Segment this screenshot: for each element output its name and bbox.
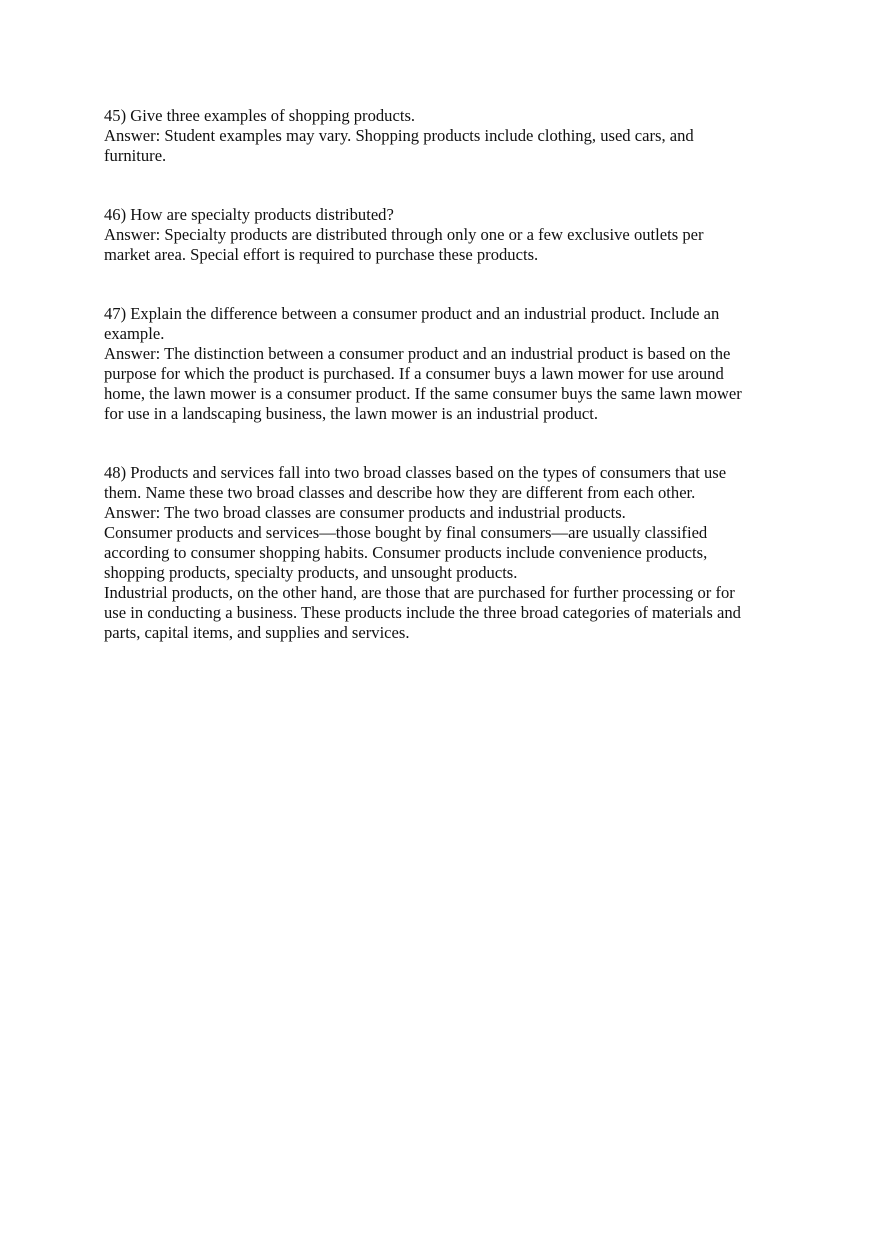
document-content [104,106,784,643]
question-45-answer-line: furniture. [104,146,167,165]
question-48-prompt: them. Name these two broad classes and describe how they are different from each other. [104,483,696,502]
question-48-answer-line: Consumer products and services—those bought by final consumers—are usually classified [104,523,708,542]
question-48-answer-line: parts, capital items, and supplies and services. [104,623,410,642]
question-45-answer-line: Answer: Student examples may vary. Shopping products include clothing, used cars, and [104,126,694,145]
question-47-prompt: example. [104,324,165,343]
question-48-prompt: 48) Products and services fall into two broad classes based on the types of consumers that use [104,463,727,482]
question-48-answer-line: Industrial products, on the other hand, are those that are purchased for further processing or for [104,583,735,602]
question-48 [104,463,784,643]
question-47-answer-line: purpose for which the product is purchased. If a consumer buys a lawn mower for use around [104,364,724,383]
question-47-answer-line: home, the lawn mower is a consumer product. If the same consumer buys the same lawn mower [104,384,742,403]
question-46-answer-line: Answer: Specialty products are distributed through only one or a few exclusive outlets per [104,225,704,244]
question-48-answer-line: Answer: The two broad classes are consumer products and industrial products. [104,503,626,522]
question-46 [104,205,784,265]
question-46-prompt: 46) How are specialty products distributed? [104,205,394,224]
question-47-answer-line: for use in a landscaping business, the lawn mower is an industrial product. [104,404,599,423]
question-47-answer-line: Answer: The distinction between a consumer product and an industrial product is based on the [104,344,731,363]
question-48-answer-line: according to consumer shopping habits. Consumer products include convenience products, [104,543,708,562]
question-45 [104,106,784,166]
question-48-answer-line: use in conducting a business. These products include the three broad categories of materials and [104,603,741,622]
question-47-prompt: 47) Explain the difference between a consumer product and an industrial product. Include an [104,304,720,323]
question-47 [104,304,784,424]
question-46-answer-line: market area. Special effort is required to purchase these products. [104,245,539,264]
question-48-answer-line: shopping products, specialty products, and unsought products. [104,563,518,582]
question-45-prompt: 45) Give three examples of shopping products. [104,106,416,125]
